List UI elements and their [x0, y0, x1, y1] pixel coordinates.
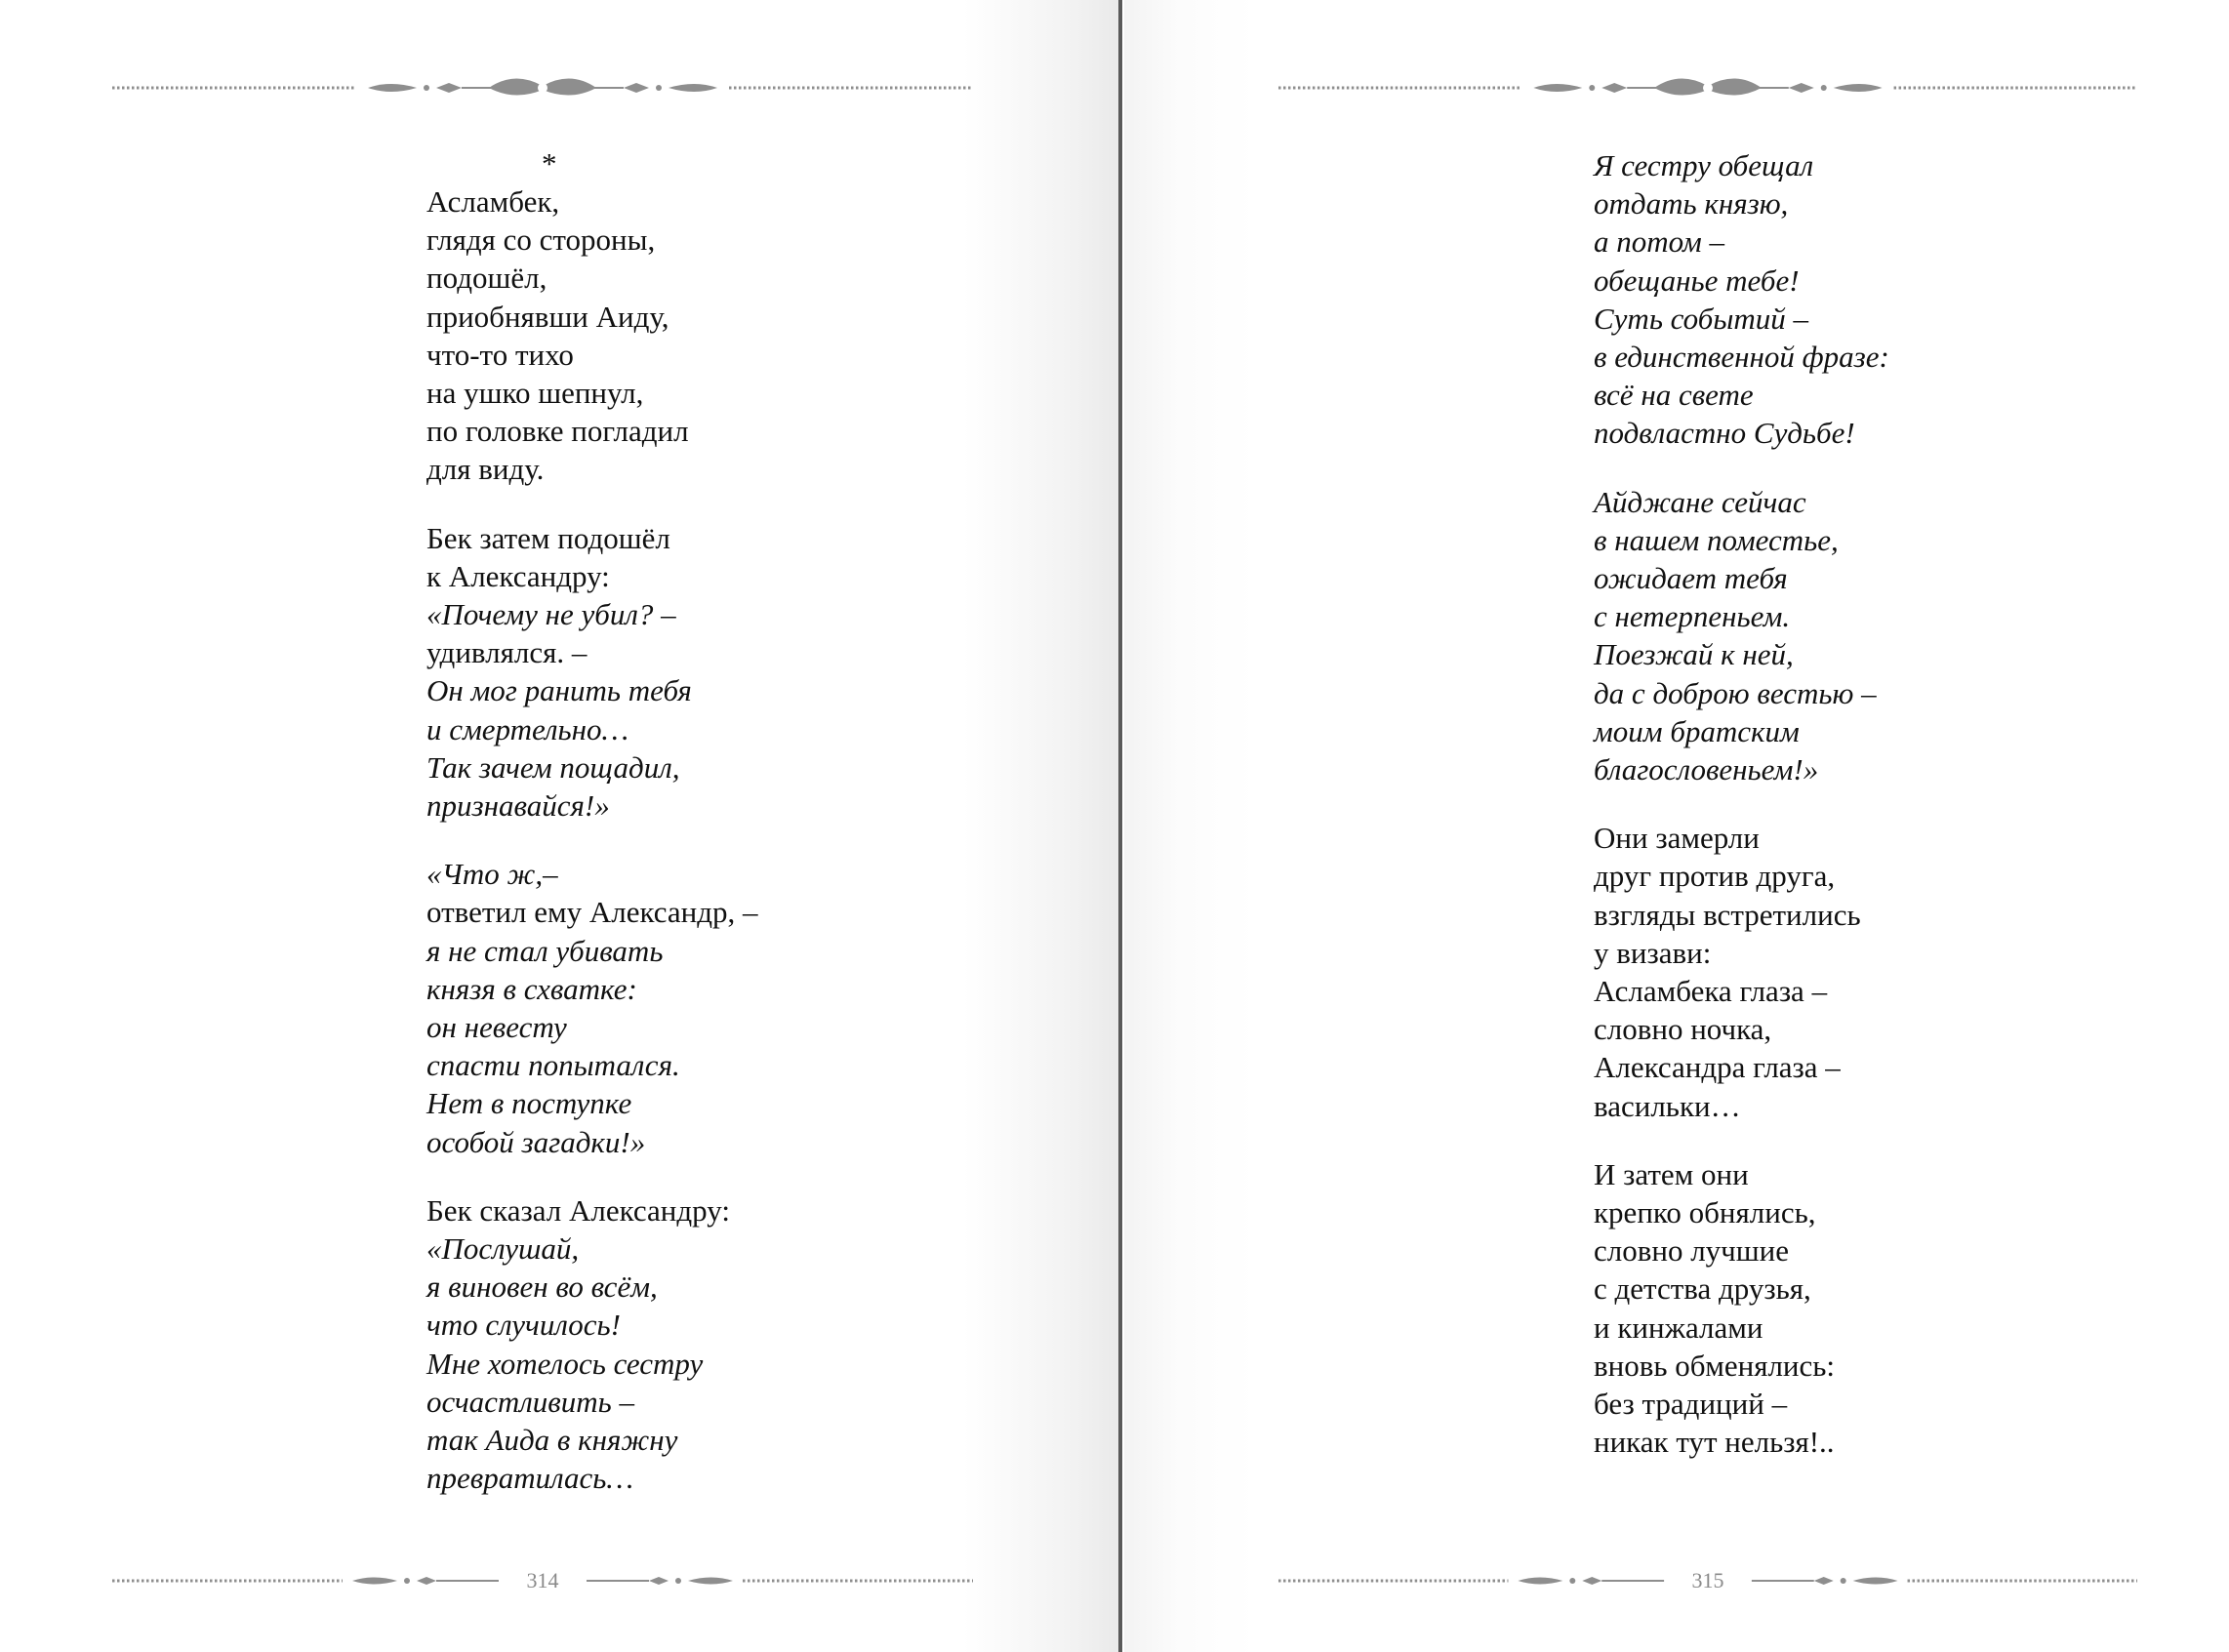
poem-line: Так зачем пощадил, — [426, 749, 680, 785]
poem-line: без традиций – — [1594, 1387, 1788, 1422]
poem-line: у визави: — [1594, 935, 1712, 970]
poem-line: «Послушай, — [426, 1231, 580, 1267]
poem-line: Александра глаза – — [1594, 1050, 1841, 1085]
poem-line: Асламбек, — [426, 184, 560, 219]
poem-line: подошёл, — [426, 261, 547, 296]
footer-ornament-left — [112, 1561, 973, 1600]
stanza — [426, 855, 758, 1161]
poem-line: Асламбека глаза – — [1594, 974, 1828, 1009]
page-number-left: 314 — [526, 1568, 559, 1592]
stanza — [426, 519, 758, 826]
poem-line: Бек сказал Александру: — [426, 1192, 730, 1228]
poem-line: признавайся!» — [426, 788, 610, 824]
poem-line: так Аида в княжну — [426, 1423, 678, 1458]
poem-line: с нетерпеньем. — [1594, 599, 1791, 634]
poem-line: Он мог ранить тебя — [426, 673, 692, 708]
poem-line: князя в схватке: — [426, 971, 637, 1006]
poem-line: особой загадки!» — [426, 1124, 646, 1159]
book-gutter — [1118, 0, 1122, 1652]
stanza — [426, 1191, 758, 1498]
poem-line: васильки… — [1594, 1088, 1741, 1123]
poem-line: в единственной фразе: — [1594, 340, 1889, 375]
poem-line: друг против друга, — [1594, 859, 1836, 894]
poem-line: никак тут нельзя!.. — [1594, 1425, 1835, 1460]
poem-line: я не стал убивать — [426, 933, 664, 968]
poem-line: Поезжай к ней, — [1594, 637, 1794, 672]
poem-line: спасти попытался. — [426, 1048, 680, 1083]
poem-line: глядя со стороны, — [426, 222, 656, 258]
poem-line: Мне хотелось сестру — [426, 1346, 704, 1381]
poem-line: по головке погладил — [426, 414, 689, 449]
stanza — [426, 182, 758, 489]
poem-line: словно ночка, — [1594, 1012, 1772, 1047]
poem-line: Я сестру обещал — [1594, 148, 1814, 182]
poem-line: он невесту — [426, 1010, 567, 1045]
stanza — [1594, 483, 1889, 789]
page-number-right: 315 — [1691, 1568, 1724, 1592]
poem-line: что-то тихо — [426, 337, 574, 372]
section-marker: * — [542, 146, 557, 181]
stanza — [1594, 819, 1889, 1125]
poem-line: ожидает тебя — [1594, 561, 1788, 596]
poem-line: И затем они — [1594, 1156, 1749, 1191]
poem-line: Нет в поступке — [426, 1086, 632, 1121]
poem-line: я виновен во всём, — [426, 1269, 658, 1305]
poem-line: к Александру: — [426, 558, 610, 593]
poem-line: на ушко шепнул, — [426, 376, 644, 411]
poem-line: всё на свете — [1594, 378, 1754, 413]
poem-line: Айджане сейчас — [1594, 484, 1806, 519]
poem-line: «Почему не убил? – — [426, 597, 676, 632]
poem-line: взгляды встретились — [1594, 897, 1861, 932]
poem-line: отдать князю, — [1594, 186, 1789, 222]
header-ornament-right — [1278, 68, 2137, 107]
poem-line: благословеньем!» — [1594, 752, 1819, 787]
header-ornament-left — [112, 68, 973, 107]
poem-line: подвластно Судьбе! — [1594, 416, 1855, 451]
poem-line: «Что ж,– — [426, 857, 558, 892]
poem-line: ответил ему Александр, – — [426, 895, 758, 930]
stanza — [1594, 1155, 1889, 1462]
poem-line: Они замерли — [1594, 821, 1760, 856]
poem-line: моим братским — [1594, 713, 1800, 748]
poem-line: обещанье тебе! — [1594, 262, 1800, 298]
poem-line: крепко обнялись, — [1594, 1195, 1816, 1230]
poem-line: в нашем поместье, — [1594, 522, 1839, 557]
poem-line: вновь обменялись: — [1594, 1348, 1836, 1383]
footer-ornament-right — [1278, 1561, 2137, 1600]
poem-line: что случилось! — [426, 1308, 621, 1343]
poem-line: словно лучшие — [1594, 1233, 1789, 1269]
right-page — [1124, 0, 2229, 1652]
poem-line: да с доброю вестью – — [1594, 675, 1877, 710]
poem-left — [426, 144, 758, 1528]
poem-line: для виду. — [426, 452, 545, 487]
poem-line: а потом – — [1594, 224, 1724, 260]
poem-line: Суть событий – — [1594, 301, 1808, 336]
poem-line: превратилась… — [426, 1461, 633, 1496]
stanza — [1594, 146, 1889, 453]
poem-line: осчастливить – — [426, 1384, 635, 1419]
poem-line: удивлялся. – — [426, 635, 588, 670]
poem-line: и кинжалами — [1594, 1310, 1763, 1345]
poem-right — [1594, 146, 1889, 1492]
poem-line: Бек затем подошёл — [426, 520, 670, 555]
poem-line: приобнявши Аиду, — [426, 299, 669, 334]
poem-line: и смертельно… — [426, 711, 629, 746]
poem-line: с детства друзья, — [1594, 1271, 1811, 1307]
